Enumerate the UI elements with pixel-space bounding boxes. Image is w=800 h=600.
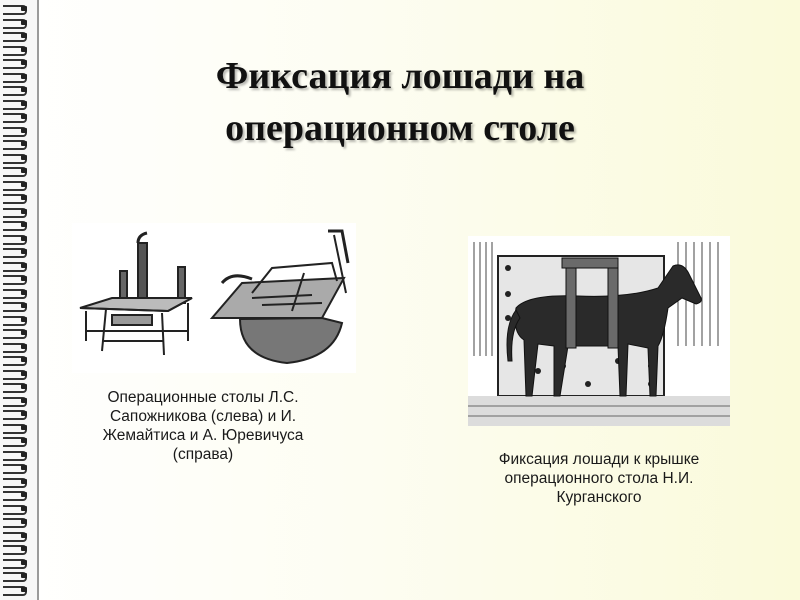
- binding-hole: [21, 128, 27, 133]
- binding-ring: [3, 139, 29, 148]
- binding-hole: [21, 141, 27, 146]
- binding-ring: [3, 396, 29, 405]
- binding-hole: [21, 249, 27, 254]
- binding-hole: [21, 101, 27, 106]
- horse-fixation-drawing: [468, 236, 730, 426]
- left-caption-line: Операционные столы Л.С.: [107, 389, 299, 406]
- binding-ring: [3, 31, 29, 40]
- binding-ring: [3, 382, 29, 391]
- binding-edge-line: [37, 0, 39, 600]
- binding-hole: [21, 344, 27, 349]
- binding-ring: [3, 409, 29, 418]
- binding-hole: [21, 114, 27, 119]
- binding-hole: [21, 155, 27, 160]
- binding-hole: [21, 168, 27, 173]
- binding-hole: [21, 290, 27, 295]
- binding-ring: [3, 112, 29, 121]
- binding-hole: [21, 6, 27, 11]
- binding-hole: [21, 452, 27, 457]
- binding-hole: [21, 263, 27, 268]
- binding-ring: [3, 99, 29, 108]
- binding-hole: [21, 236, 27, 241]
- binding-hole: [21, 546, 27, 551]
- right-caption-line: Фиксация лошади к крышке: [498, 451, 700, 468]
- binding-ring: [3, 58, 29, 67]
- binding-hole: [21, 303, 27, 308]
- binding-hole: [21, 60, 27, 65]
- binding-hole: [21, 195, 27, 200]
- slide-title: [100, 50, 700, 154]
- binding-ring: [3, 234, 29, 243]
- binding-ring: [3, 463, 29, 472]
- binding-ring: [3, 153, 29, 162]
- binding-hole: [21, 533, 27, 538]
- binding-ring: [3, 342, 29, 351]
- title-line-2: операционном столе: [225, 107, 575, 149]
- right-caption-line: Курганского: [556, 489, 642, 506]
- binding-hole: [21, 74, 27, 79]
- binding-ring: [3, 423, 29, 432]
- binding-hole: [21, 182, 27, 187]
- binding-ring: [3, 247, 29, 256]
- binding-ring: [3, 301, 29, 310]
- binding-hole: [21, 425, 27, 430]
- binding-ring: [3, 571, 29, 580]
- binding-ring: [3, 517, 29, 526]
- binding-ring: [3, 72, 29, 81]
- binding-ring: [3, 4, 29, 13]
- binding-hole: [21, 560, 27, 565]
- binding-hole: [21, 209, 27, 214]
- binding-hole: [21, 87, 27, 92]
- binding-ring: [3, 288, 29, 297]
- binding-ring: [3, 85, 29, 94]
- binding-hole: [21, 330, 27, 335]
- binding-ring: [3, 450, 29, 459]
- notebook-binding: [0, 0, 38, 600]
- binding-ring: [3, 274, 29, 283]
- binding-ring: [3, 261, 29, 270]
- binding-ring: [3, 355, 29, 364]
- binding-ring: [3, 504, 29, 513]
- binding-ring: [3, 531, 29, 540]
- right-figure-caption: [470, 450, 728, 507]
- binding-ring: [3, 18, 29, 27]
- binding-hole: [21, 492, 27, 497]
- binding-ring: [3, 328, 29, 337]
- binding-ring: [3, 180, 29, 189]
- binding-hole: [21, 587, 27, 592]
- binding-hole: [21, 276, 27, 281]
- binding-hole: [21, 398, 27, 403]
- binding-ring: [3, 207, 29, 216]
- binding-ring: [3, 220, 29, 229]
- right-caption-line: операционного стола Н.И.: [504, 470, 694, 487]
- binding-hole: [21, 519, 27, 524]
- binding-hole: [21, 33, 27, 38]
- binding-ring: [3, 490, 29, 499]
- binding-ring: [3, 544, 29, 553]
- left-caption-line: (справа): [172, 446, 234, 463]
- binding-ring: [3, 166, 29, 175]
- binding-hole: [21, 317, 27, 322]
- binding-hole: [21, 222, 27, 227]
- binding-ring: [3, 193, 29, 202]
- binding-ring: [3, 369, 29, 378]
- binding-ring: [3, 558, 29, 567]
- binding-hole: [21, 411, 27, 416]
- binding-hole: [21, 20, 27, 25]
- binding-hole: [21, 573, 27, 578]
- binding-ring: [3, 585, 29, 594]
- binding-ring: [3, 45, 29, 54]
- binding-ring: [3, 315, 29, 324]
- binding-hole: [21, 47, 27, 52]
- binding-ring: [3, 477, 29, 486]
- binding-hole: [21, 384, 27, 389]
- title-line-1: Фиксация лошади на: [215, 55, 585, 97]
- binding-hole: [21, 438, 27, 443]
- binding-hole: [21, 506, 27, 511]
- binding-ring: [3, 436, 29, 445]
- left-figure-caption: [72, 388, 334, 464]
- binding-hole: [21, 357, 27, 362]
- binding-hole: [21, 479, 27, 484]
- binding-hole: [21, 465, 27, 470]
- binding-ring: [3, 126, 29, 135]
- left-caption-line: Сапожникова (слева) и И.: [109, 408, 297, 425]
- left-caption-line: Жемайтиса и А. Юревичуса: [102, 427, 304, 444]
- horse-fixation-illustration: [468, 236, 730, 426]
- operating-tables-drawing: [72, 223, 356, 373]
- operating-tables-illustration: [72, 223, 356, 373]
- binding-hole: [21, 371, 27, 376]
